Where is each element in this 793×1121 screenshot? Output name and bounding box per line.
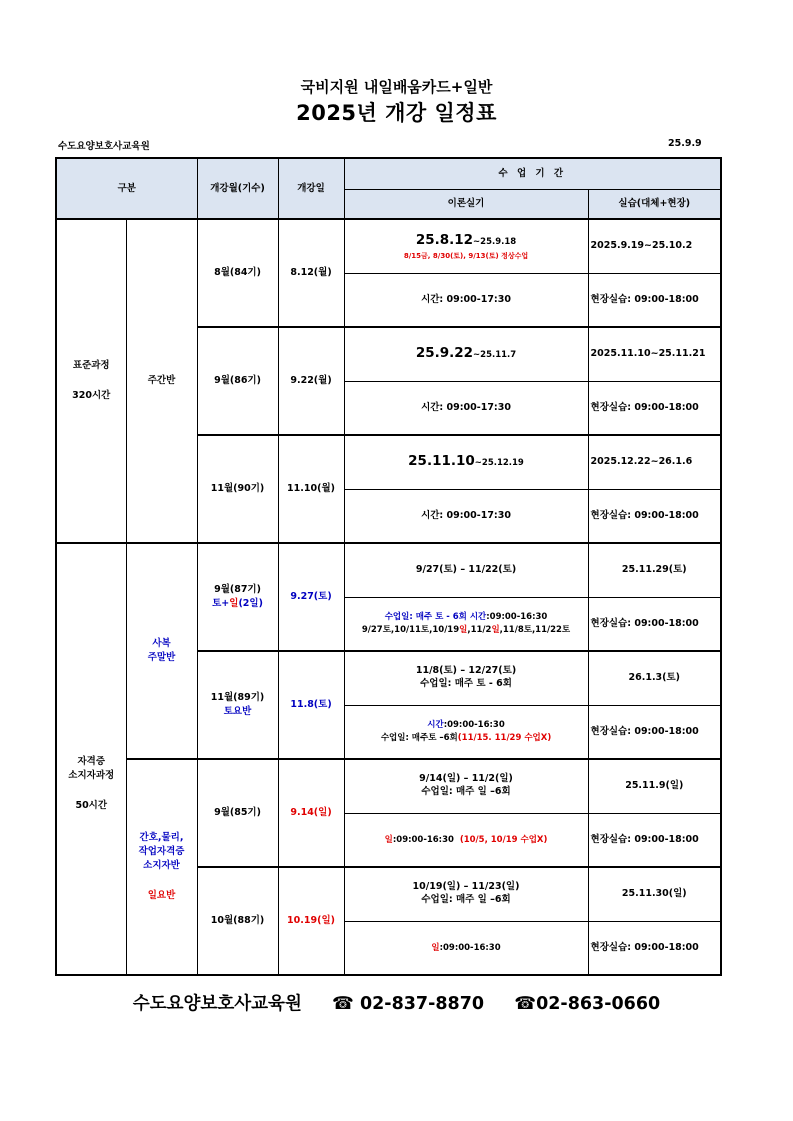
- class-time: :09:00-16:30: [439, 942, 501, 953]
- practice-time: 현장실습: 09:00-18:00: [588, 705, 721, 759]
- nurse-sunday-class: [126, 759, 197, 975]
- term-note: 일: [229, 598, 239, 609]
- class-dates: 일: [491, 624, 500, 635]
- footer-contact: [0, 990, 793, 1015]
- phone-number[interactable]: 02-837-8870: [359, 994, 485, 1014]
- practice-range: 25.11.30(일): [588, 867, 721, 921]
- class-dates: 일: [459, 624, 468, 635]
- phone-number[interactable]: 02-863-0660: [536, 994, 661, 1014]
- theory-range: 11/8(토) – 12/27(토): [415, 665, 517, 677]
- footer-org: 수도요양보호사교육원: [132, 994, 302, 1014]
- header-theory: 이론실기: [344, 189, 588, 219]
- cert-course: [56, 543, 126, 975]
- document-date: 25.9.9: [668, 138, 702, 149]
- open-day-cell: 9.22(월): [278, 327, 344, 435]
- header-practice: 실습(대체+현장): [588, 189, 721, 219]
- class-time: :09:00-16:30: [443, 720, 505, 731]
- class-day: 일: [384, 834, 393, 845]
- term-note: 토요반: [223, 706, 252, 717]
- class-time: :09:00-16:30: [486, 612, 548, 623]
- practice-range: 2025.11.10~25.11.21: [588, 327, 721, 381]
- theory-end: ~25.12.19: [474, 458, 524, 469]
- theory-period: [344, 651, 588, 705]
- practice-time: 현장실습: 09:00-18:00: [588, 921, 721, 975]
- class-dates: (11/15. 11/29 수업X): [457, 732, 552, 743]
- class-time: 시간: 09:00-17:30: [344, 381, 588, 435]
- class-day: 일: [431, 942, 440, 953]
- theory-range: 9/14(일) – 11/2(일): [419, 773, 513, 785]
- term-label: 9월(87기): [214, 584, 261, 596]
- practice-time: 현장실습: 09:00-18:00: [588, 597, 721, 651]
- class-time-label: 시간: [427, 720, 444, 731]
- theory-period: [344, 327, 588, 381]
- class-schedule: [344, 813, 588, 867]
- theory-start: 25.9.22: [415, 345, 474, 362]
- standard-course-name: 표준과정: [72, 360, 110, 372]
- theory-note: 8/15금, 8/30(토), 9/13(토) 정상수업: [403, 251, 529, 260]
- org-name: 수도요양보호사교육원: [58, 141, 150, 152]
- open-day-cell: 11.10(월): [278, 435, 344, 543]
- practice-range: 25.11.9(일): [588, 759, 721, 813]
- theory-days: 수업일: 매주 일 –6회: [421, 786, 511, 798]
- term-cell: 9월(86기): [197, 327, 278, 435]
- theory-end: ~25.11.7: [473, 350, 517, 361]
- practice-time: 현장실습: 09:00-18:00: [588, 813, 721, 867]
- theory-period: [344, 219, 588, 273]
- cert-course-hours: 50시간: [75, 799, 108, 811]
- standard-course-hours: 320시간: [72, 390, 111, 401]
- telephone-icon: ☎: [514, 994, 537, 1014]
- practice-time: 현장실습: 09:00-18:00: [588, 489, 721, 543]
- nurse-class-label: 간호,물리, 작업자격증 소지자반: [138, 832, 185, 871]
- telephone-icon: ☎: [332, 994, 354, 1014]
- table-row: [56, 219, 721, 273]
- sunday-class-label: 일요반: [147, 889, 176, 901]
- header-category: 구분: [56, 158, 197, 219]
- theory-period: [344, 759, 588, 813]
- theory-days: 수업일: 매주 일 –6회: [421, 894, 511, 906]
- theory-start: 25.11.10: [408, 453, 475, 470]
- theory-end: ~25.9.18: [473, 237, 517, 248]
- theory-period: [344, 435, 588, 489]
- practice-range: 2025.12.22~26.1.6: [588, 435, 721, 489]
- practice-range: 2025.9.19~25.10.2: [588, 219, 721, 273]
- class-dates: 수업일: 매주토 –6회: [380, 732, 458, 743]
- open-day-cell: 11.8(토): [278, 651, 344, 759]
- standard-course: [56, 219, 126, 543]
- theory-start: 25.8.12: [415, 232, 474, 249]
- class-time: :09:00-16:30: [392, 834, 454, 845]
- term-cell: [197, 543, 278, 651]
- practice-time: 현장실습: 09:00-18:00: [588, 273, 721, 327]
- practice-time: 현장실습: 09:00-18:00: [588, 381, 721, 435]
- class-dates: ,11/8토,11/22토: [499, 624, 571, 635]
- term-cell: 10월(88기): [197, 867, 278, 975]
- class-schedule: [344, 597, 588, 651]
- term-cell: 11월(90기): [197, 435, 278, 543]
- header-open-day: 개강일: [278, 158, 344, 219]
- practice-range: 25.11.29(토): [588, 543, 721, 597]
- schedule-table: [55, 157, 722, 976]
- class-schedule: [344, 921, 588, 975]
- class-exceptions: (10/5, 10/19 수업X): [459, 834, 548, 845]
- class-days: 수업일: 매주 토 - 6회 시간: [384, 612, 487, 623]
- open-day-cell: 9.27(토): [278, 543, 344, 651]
- weekday-class: 주간반: [126, 219, 197, 543]
- open-day-cell: 8.12(월): [278, 219, 344, 327]
- header-month-term: 개강월(기수): [197, 158, 278, 219]
- theory-period: 9/27(토) – 11/22(토): [344, 543, 588, 597]
- class-schedule: [344, 705, 588, 759]
- term-note: (2일): [238, 598, 263, 609]
- class-time: 시간: 09:00-17:30: [344, 489, 588, 543]
- table-row: [56, 759, 721, 813]
- term-note: 토+: [212, 598, 230, 609]
- practice-range: 26.1.3(토): [588, 651, 721, 705]
- page-title: 2025년 개강 일정표: [296, 101, 497, 125]
- header-period: 수 업 기 간: [344, 158, 721, 189]
- theory-range: 10/19(일) – 11/23(일): [412, 881, 520, 893]
- term-cell: 9월(85기): [197, 759, 278, 867]
- cert-course-name: 자격증 소지자과정: [68, 756, 115, 782]
- term-label: 11월(89기): [210, 692, 265, 704]
- class-time: 시간: 09:00-17:30: [344, 273, 588, 327]
- theory-days: 수업일: 매주 토 - 6회: [420, 678, 512, 690]
- theory-period: [344, 867, 588, 921]
- table-row: [56, 543, 721, 597]
- term-cell: 8월(84기): [197, 219, 278, 327]
- open-day-cell: 9.14(일): [278, 759, 344, 867]
- term-cell: [197, 651, 278, 759]
- class-dates: ,11/2: [467, 624, 492, 635]
- open-day-cell: 10.19(일): [278, 867, 344, 975]
- subtitle: 국비지원 내일배움카드+일반: [300, 78, 493, 96]
- class-dates: 9/27토,10/11토,10/19: [361, 624, 460, 635]
- social-weekend-class: 사복 주말반: [126, 543, 197, 759]
